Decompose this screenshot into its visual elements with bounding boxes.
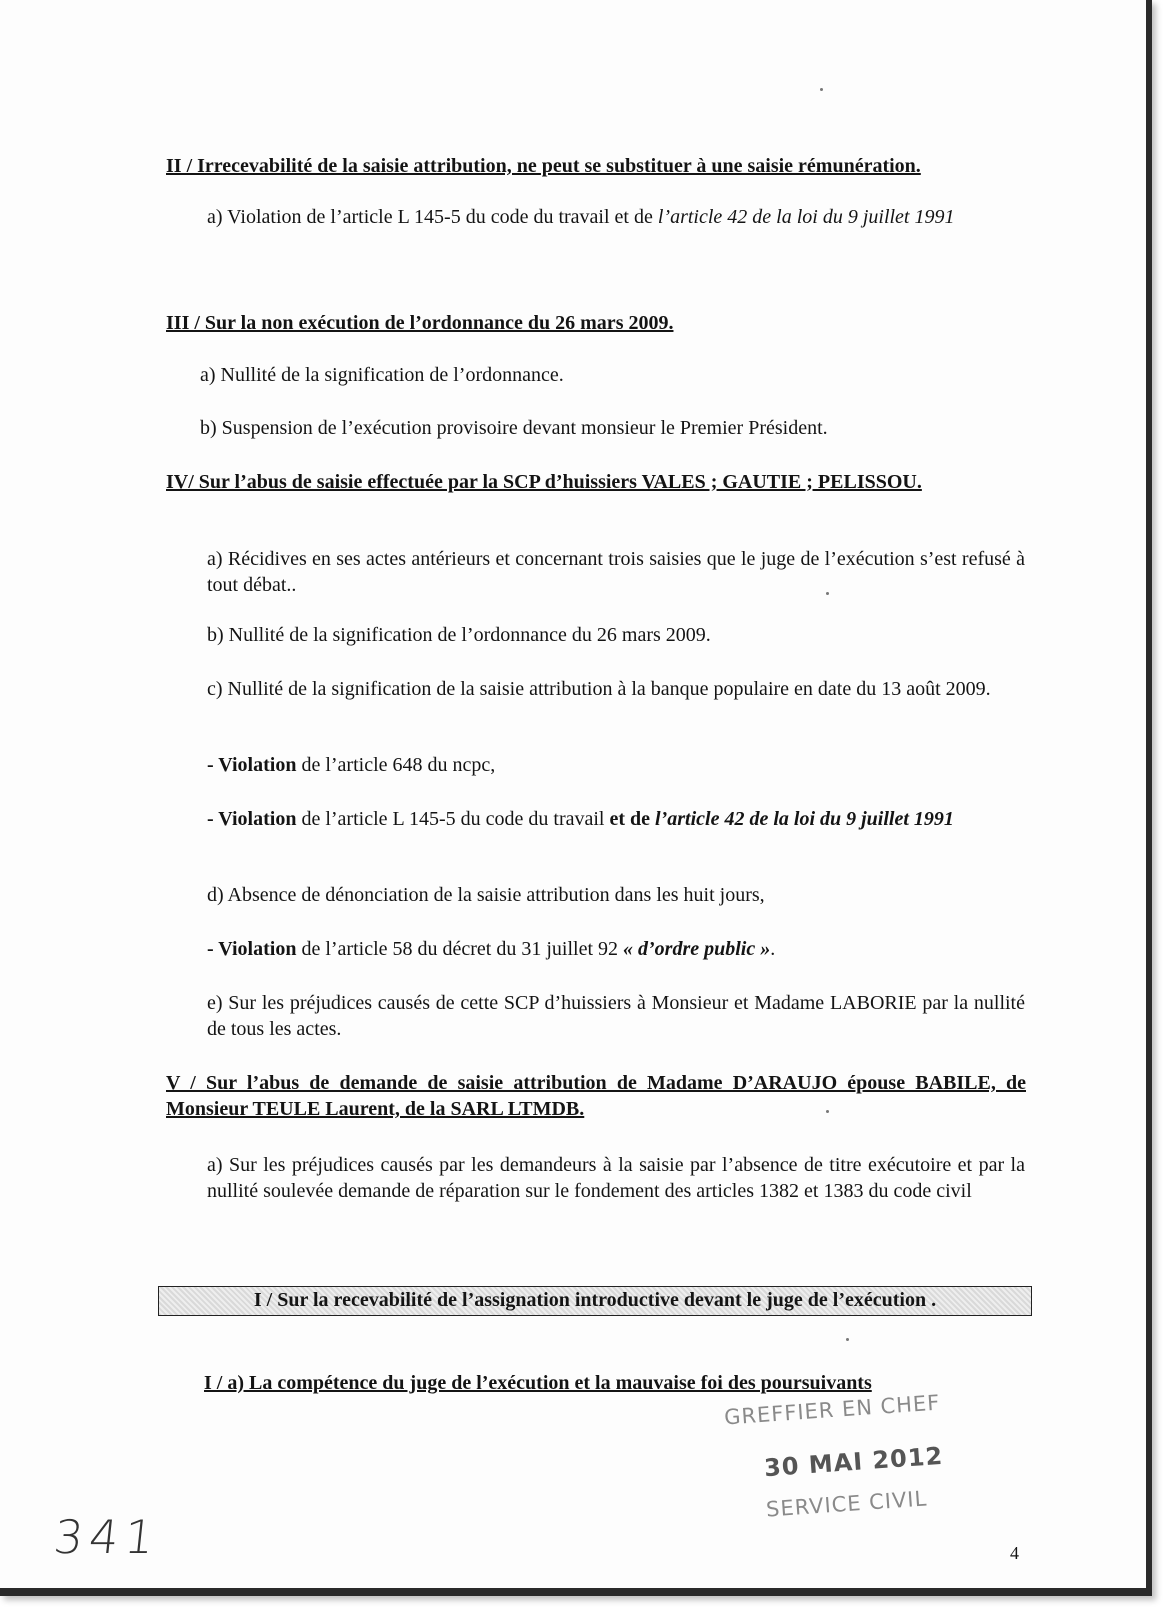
page-number: 4 — [1010, 1543, 1019, 1563]
section-4-item-e: e) Sur les préjudices causés de cette SCP d’huissiers à Monsieur et Madame LABORIE par la nullité de tous les actes. — [207, 992, 1025, 1040]
stamp-service: SERVICE CIVIL — [765, 1486, 928, 1522]
section-2-item-a-italic: l’article 42 de la loi du 9 juillet 1991 — [657, 206, 955, 228]
violation-2-text: de l’article L 145-5 du code du travail — [296, 808, 610, 830]
heading-section-2: II / Irrecevabilité de la saisie attribution, ne peut se substituer à une saisie rémunération. — [166, 155, 921, 177]
section-4-item-a: a) Récidives en ses actes antérieurs et concernant trois saisies que le juge de l’exécution s’est refusé à tout débat.. — [207, 548, 1025, 596]
violation-3-end: . — [770, 938, 776, 960]
section-4-violation-1 — [207, 752, 495, 778]
section-2-item-a — [207, 204, 1025, 230]
stamp-greffier: GREFFIER EN CHEF — [723, 1390, 942, 1430]
violation-2-conj: et de — [609, 808, 656, 830]
section-4-item-c: c) Nullité de la signification de la saisie attribution à la banque populaire en date du 13 août 2009. — [207, 678, 991, 700]
scan-speck — [820, 88, 823, 91]
heading-section-3: III / Sur la non exécution de l’ordonnance du 26 mars 2009. — [166, 312, 674, 334]
scan-speck — [846, 1338, 849, 1341]
violation-3-ref: « d’ordre public » — [623, 938, 771, 960]
section-4-violation-3 — [207, 936, 775, 962]
section-3-item-b: b) Suspension de l’exécution provisoire devant monsieur le Premier Président. — [200, 417, 828, 439]
scan-speck — [826, 592, 829, 595]
stamp-date: 30 MAI 2012 — [763, 1441, 945, 1483]
handwritten-page-number: 341 — [51, 1510, 163, 1564]
boxed-heading: I / Sur la recevabilité de l’assignation introductive devant le juge de l’exécution . — [158, 1286, 1032, 1316]
section-3-item-a: a) Nullité de la signification de l’ordonnance. — [200, 364, 564, 386]
violation-3-text: de l’article 58 du décret du 31 juillet 92 — [296, 938, 624, 960]
scan-speck — [826, 1110, 829, 1113]
section-5-item-a: a) Sur les préjudices causés par les demandeurs à la saisie par l’absence de titre exécutoire et par la nullité soulevée demande de réparation sur le fondement des articles 1382 et 1383 du code civil — [207, 1154, 1025, 1202]
heading-section-4: IV/ Sur l’abus de saisie effectuée par la SCP d’huissiers VALES ; GAUTIE ; PELISSOU. — [166, 471, 922, 493]
section-4-violation-2 — [207, 806, 1025, 832]
violation-1-text: de l’article 648 du ncpc, — [296, 754, 496, 776]
violation-2-label: - Violation — [207, 808, 297, 830]
section-4-item-b: b) Nullité de la signification de l’ordonnance du 26 mars 2009. — [207, 624, 711, 646]
violation-2-ref: l’article 42 de la loi du 9 juillet 1991 — [655, 808, 954, 830]
heading-section-5: V / Sur l’abus de demande de saisie attribution de Madame D’ARAUJO épouse BABILE, de Monsieur TEULE Laurent, de la SARL LTMDB. — [166, 1072, 1026, 1120]
section-4-item-d: d) Absence de dénonciation de la saisie attribution dans les huit jours, — [207, 884, 765, 906]
violation-3-label: - Violation — [207, 938, 297, 960]
violation-1-label: - Violation — [207, 754, 297, 776]
sub-heading-1a: I / a) La compétence du juge de l’exécution et la mauvaise foi des poursuivants — [204, 1372, 872, 1394]
section-2-item-a-text: a) Violation de l’article L 145-5 du code du travail et de — [207, 206, 658, 228]
